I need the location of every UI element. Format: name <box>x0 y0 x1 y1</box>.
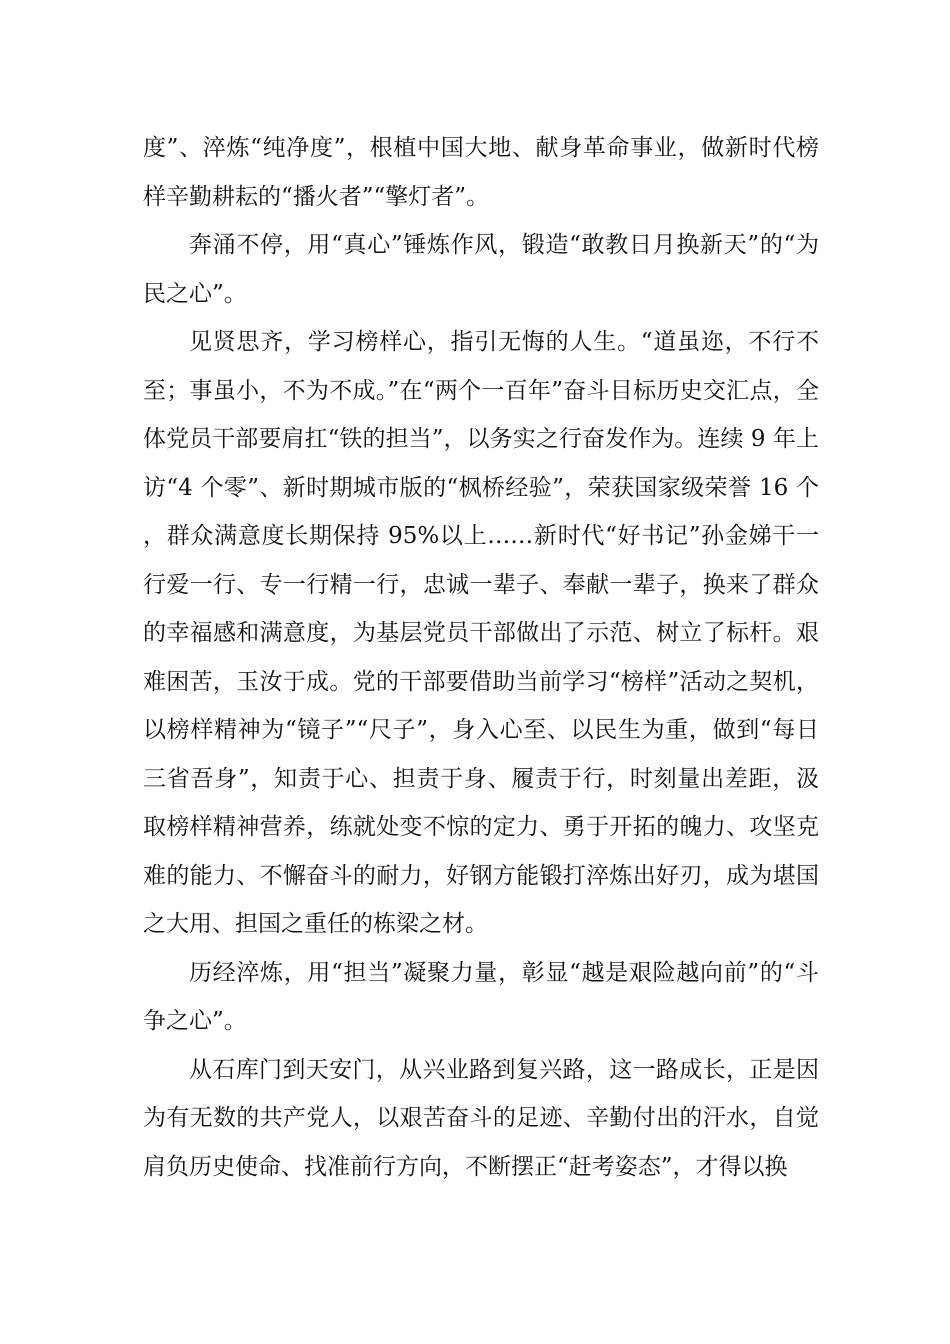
paragraph-3: 见贤思齐，学习榜样心，指引无悔的人生。“道虽迩，不行不至；事虽小，不为不成。”在“两个一百年”奋斗目标历史交汇点，全体党员干部要肩扛“铁的担当”，以务实之行奋发作为。连续 9 年上访“4 个零”、新时期城市版的“枫桥经验”，荣获国家级荣誉 16 个，群众满意度长期保持 95%以上……新时代“好书记”孙金娣干一行爱一行、专一行精一行，忠诚一辈子、奉献一辈子，换来了群众的幸福感和满意度，为基层党员干部做出了示范、树立了标杆。艰难困苦，玉汝于成。党的干部要借助当前学习“榜样”活动之契机，以榜样精神为“镜子”“尺子”，身入心至、以民生为重，做到“每日三省吾身”，知责于心、担责于身、履责于行，时刻量出差距，汲取榜样精神营养，练就处变不惊的定力、勇于开拓的魄力、攻坚克难的能力、不懈奋斗的耐力，好钢方能锻打淬炼出好刃，成为堪国之大用、担国之重任的栋梁之材。 <box>143 329 819 937</box>
paragraph-1: 度”、淬炼“纯净度”，根植中国大地、献身革命事业，做新时代榜样辛勤耕耘的“播火者”“擎灯者”。 <box>143 135 819 210</box>
paragraph-2: 奔涌不停，用“真心”锤炼作风，锻造“敢教日月换新天”的“为民之心”。 <box>143 232 819 307</box>
paragraph-5: 从石库门到天安门，从兴业路到复兴路，这一路成长，正是因为有无数的共产党人，以艰苦奋斗的足迹、辛勤付出的汗水，自觉肩负历史使命、找准前行方向，不断摆正“赶考姿态”，才得以换 <box>143 1056 819 1180</box>
document-body <box>143 124 819 1191</box>
paragraph-4: 历经淬炼，用“担当”凝聚力量，彰显“越是艰险越向前”的“斗争之心”。 <box>143 959 819 1034</box>
